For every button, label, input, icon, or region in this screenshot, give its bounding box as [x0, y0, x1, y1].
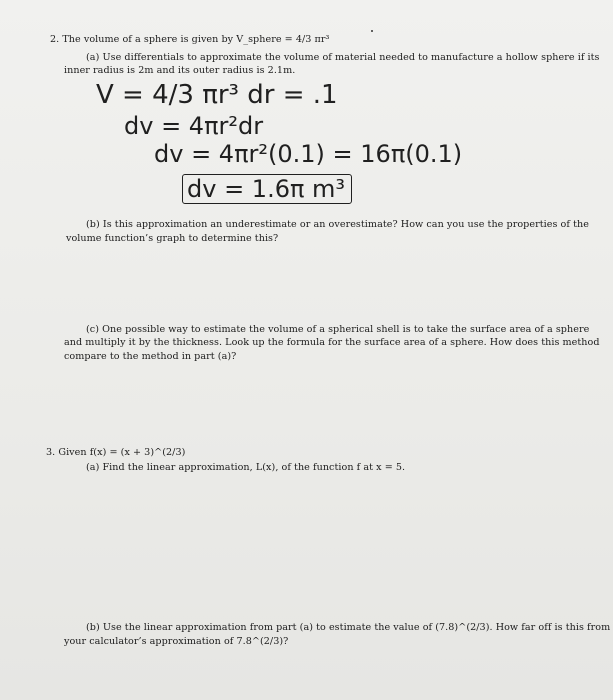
- handwritten-substitution: dv = 4πr²(0.1) = 16π(0.1): [154, 140, 463, 168]
- problem-2b-text-line-2: volume function’s graph to determine this?: [66, 233, 279, 244]
- handwritten-volume-formula: V = 4/3 πr³ dr = .1: [96, 80, 338, 110]
- problem-3b-text-line-2: your calculator’s approximation of 7.8^(2/3)?: [64, 636, 289, 647]
- handwritten-differential: dv = 4πr²dr: [124, 112, 264, 140]
- problem-3a-text-line-1: (a) Find the linear approximation, L(x), of the function f at x = 5.: [86, 462, 406, 473]
- problem-2a-text-line-1: (a) Use differentials to approximate the volume of material needed to manufacture a hollow sphere if its: [86, 52, 600, 63]
- problem-2a-text-line-2: inner radius is 2m and its outer radius is 2.1m.: [64, 65, 296, 76]
- problem-2c-text-line-2: and multiply it by the thickness. Look up the formula for the surface area of a sphere. How does this method: [64, 337, 600, 348]
- handwritten-boxed-answer: dv = 1.6π m³: [182, 174, 352, 204]
- problem-2-header: 2. The volume of a sphere is given by V_sphere = 4/3 πr³: [50, 34, 330, 45]
- problem-3-header: 3. Given f(x) = (x + 3)^(2/3): [46, 447, 186, 458]
- stray-mark: [371, 30, 373, 32]
- problem-2c-text-line-3: compare to the method in part (a)?: [64, 351, 237, 362]
- problem-2c-text-line-1: (c) One possible way to estimate the volume of a spherical shell is to take the surface area of a sphere: [86, 324, 590, 335]
- problem-2b-text-line-1: (b) Is this approximation an underestimate or an overestimate? How can you use the properties of the: [86, 219, 589, 230]
- problem-3b-text-line-1: (b) Use the linear approximation from part (a) to estimate the value of (7.8)^(2/3). How far off is this from: [86, 622, 611, 633]
